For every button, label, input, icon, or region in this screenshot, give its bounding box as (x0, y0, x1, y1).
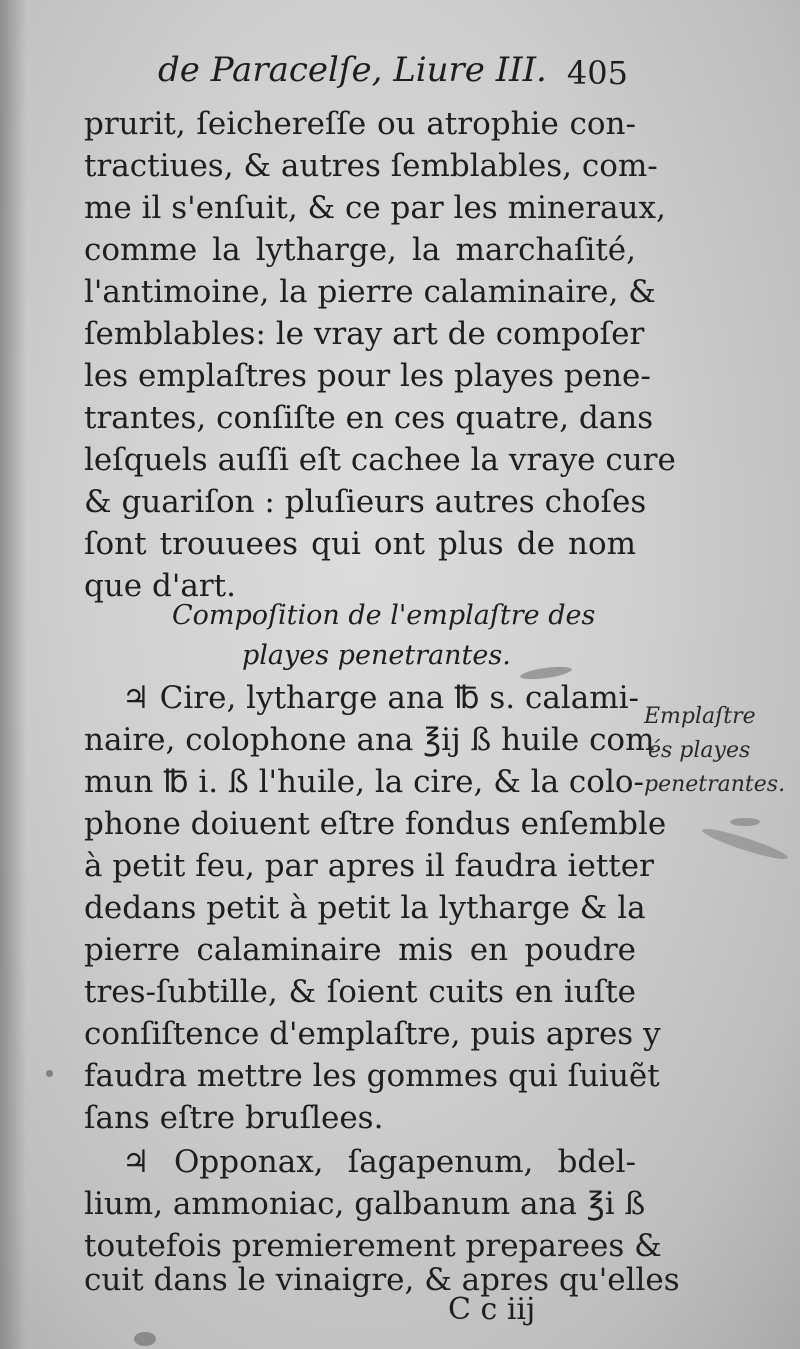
text-line: faudra mettre les gommes qui ſuiuẽt (84, 1058, 660, 1094)
text-line: & guariſon : pluſieurs autres choſes (84, 484, 647, 520)
text-line: ſont trouuees qui ont plus de nom (84, 526, 636, 562)
text-line: lium, ammoniac, galbanum ana ℥i ß (84, 1186, 646, 1222)
running-title: de Paracelſe, Liure III. (158, 50, 547, 90)
margin-note-line: penetrantes. (644, 772, 786, 797)
text-line: les emplaſtres pour les playes pene- (84, 358, 651, 394)
ink-stain (46, 1070, 53, 1077)
page-header (158, 50, 628, 100)
section-heading: Compoſition de l'emplaſtre des (172, 600, 596, 631)
text-line: phone doiuent eſtre fondus enſemble (84, 806, 667, 842)
text-line: à petit feu, par apres il faudra ietter (84, 848, 654, 884)
text-line: comme la lytharge, la marchaſité, (84, 232, 636, 268)
section-heading: playes penetrantes. (242, 640, 511, 671)
text-line: cuit dans le vinaigre, & apres qu'elles (84, 1262, 680, 1298)
text-line: tres-ſubtille, & ſoient cuits en iuſte (84, 974, 636, 1010)
ink-stain (700, 824, 789, 863)
ink-stain (134, 1332, 156, 1346)
text-line: dedans petit à petit la lytharge & la (84, 890, 646, 926)
page-gutter-shadow (0, 0, 26, 1349)
margin-note-line: és playes (648, 738, 751, 763)
text-line: me il s'enſuit, & ce par les mineraux, (84, 190, 666, 226)
text-line: ♃ Cire, lytharge ana ℔ s. calami- (122, 680, 639, 716)
text-line: tractiues, & autres ſemblables, com- (84, 148, 658, 184)
text-line: pierre calaminaire mis en poudre (84, 932, 636, 968)
text-line: leſquels auſſi eſt cachee la vraye cure (84, 442, 676, 478)
text-line: ſemblables: le vray art de compoſer (84, 316, 645, 352)
signature-mark: C c iij (448, 1292, 536, 1327)
margin-note (644, 700, 784, 802)
text-line: l'antimoine, la pierre calaminaire, & (84, 274, 656, 310)
text-line: prurit, ſeichereſſe ou atrophie con- (84, 106, 636, 142)
text-line: trantes, conſiſte en ces quatre, dans (84, 400, 654, 436)
margin-note-line: Emplaſtre (644, 704, 756, 729)
text-line: ♃ Opponax, ſagapenum, bdel- (122, 1144, 636, 1180)
ink-stain (730, 818, 760, 826)
text-line: mun ℔ i. ß l'huile, la cire, & la colo- (84, 764, 644, 800)
text-line: toutefois premierement preparees & (84, 1228, 662, 1264)
text-line: naire, colophone ana ℥ij ß huile com (84, 722, 655, 758)
text-line: ſans eſtre bruſlees. (84, 1100, 384, 1136)
text-line: que d'art. (84, 568, 236, 604)
page-number: 405 (566, 54, 628, 92)
text-line: conſiſtence d'emplaſtre, puis apres y (84, 1016, 661, 1052)
